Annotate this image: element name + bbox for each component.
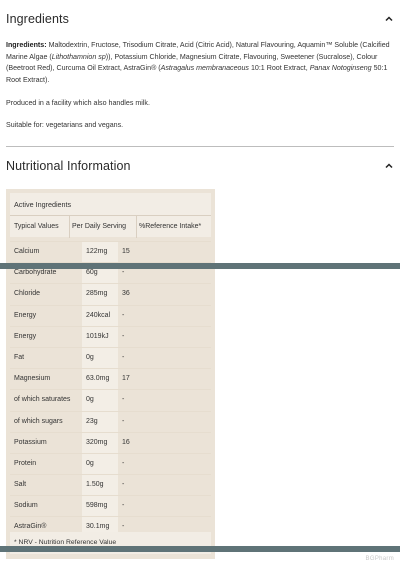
nutrition-table <box>6 189 215 559</box>
ingredients-text-part: 50:1 Root Extract). <box>6 64 388 84</box>
table-row <box>10 241 211 262</box>
overlay-band <box>0 546 400 552</box>
nutrient-name: Sodium <box>14 502 38 510</box>
table-row <box>10 495 211 516</box>
nutrient-amount: 240kcal <box>86 311 111 319</box>
column-headers <box>10 215 211 238</box>
nutrient-name: Magnesium <box>14 375 51 383</box>
ingredients-italic-part: Astragalus membranaceous <box>160 64 249 73</box>
suitable-for-note: Suitable for: vegetarians and vegans. <box>6 121 124 129</box>
nutrient-name: Calcium <box>14 248 40 255</box>
nutrient-amount: 30.1mg <box>86 523 110 531</box>
nutrient-name: of which saturates <box>14 396 71 404</box>
nutrient-amount: 63.0mg <box>86 375 110 383</box>
nutrition-accordion-header[interactable] <box>6 156 394 176</box>
nutrient-reference-intake: 16 <box>122 438 130 446</box>
nutrient-reference-intake: - <box>122 481 125 489</box>
nutrient-amount: 0g <box>86 353 94 361</box>
table-row <box>10 432 211 453</box>
nutrient-amount: 122mg <box>86 248 108 255</box>
nutrient-name: Chloride <box>14 290 41 298</box>
overlay-band <box>0 263 400 269</box>
column-divider <box>136 216 137 238</box>
ingredients-accordion-header[interactable] <box>6 9 394 29</box>
table-row <box>10 411 211 432</box>
nutrient-reference-intake: 17 <box>122 375 130 383</box>
table-row <box>10 368 211 389</box>
nutrient-name: Fat <box>14 353 25 361</box>
nutrient-reference-intake: - <box>122 523 125 531</box>
nutrient-name: Protein <box>14 459 37 467</box>
column-divider <box>69 216 70 238</box>
nutrient-amount: 598mg <box>86 502 108 510</box>
active-ingredients-label: Active Ingredients <box>14 200 72 209</box>
nutrient-amount: 60g <box>86 269 98 277</box>
table-row <box>10 474 211 495</box>
nutrient-reference-intake: - <box>122 459 125 467</box>
table-row <box>10 389 211 410</box>
nutrient-amount: 23g <box>86 417 98 425</box>
nutrient-reference-intake: - <box>122 332 125 340</box>
nutrition-title: Nutritional Information <box>6 159 131 173</box>
nutrient-amount: 0g <box>86 459 94 467</box>
nrv-footnote: * NRV - Nutrition Reference Value <box>14 539 117 546</box>
facility-note: Produced in a facility which also handles milk. <box>6 99 150 107</box>
nutrient-reference-intake: - <box>122 269 125 277</box>
ingredients-text-part: 10:1 Root Extract, <box>248 64 310 73</box>
nutrient-reference-intake: - <box>122 417 125 425</box>
nutrient-reference-intake: - <box>122 353 125 361</box>
ingredients-italic-part: Lithothamnion sp <box>51 52 106 61</box>
nutrient-reference-intake: - <box>122 396 125 404</box>
nutrition-rows <box>10 241 211 538</box>
nutrient-reference-intake: - <box>122 311 125 319</box>
nutrient-name: Salt <box>14 481 27 489</box>
nutrient-name: Energy <box>14 332 37 340</box>
ingredients-label: Ingredients: <box>6 41 47 49</box>
nutrient-amount: 1019kJ <box>86 332 109 340</box>
table-row <box>10 305 211 326</box>
nutrient-amount: 1.50g <box>86 481 104 489</box>
section-divider <box>6 146 394 147</box>
nutrient-name: of which sugars <box>14 417 63 425</box>
table-row <box>10 326 211 347</box>
ingredients-text-part: )), Potassium Chloride, Magnesium Citrate, Flavouring, Sweetener (Sucralose), Colour (Beetroot Red), Curcuma Oil Extract, AstraGin® ( <box>6 52 378 73</box>
nutrient-reference-intake: - <box>122 502 125 510</box>
nutrient-amount: 0g <box>86 396 94 404</box>
header-typical-values: Typical Values <box>14 223 59 230</box>
chevron-up-icon[interactable] <box>384 161 394 171</box>
nutrition-table-header <box>10 193 211 237</box>
header-reference-intake: %Reference Intake* <box>139 223 202 230</box>
nutrient-reference-intake: 36 <box>122 290 130 298</box>
nutrient-name: Energy <box>14 311 37 319</box>
nutrient-name: Potassium <box>14 438 47 446</box>
header-per-daily-serving: Per Daily Serving <box>72 223 127 230</box>
table-row <box>10 347 211 368</box>
nutrient-name: AstraGin® <box>14 523 47 531</box>
nutrient-amount: 320mg <box>86 438 108 446</box>
table-row <box>10 283 211 304</box>
nutrient-reference-intake: 15 <box>122 248 130 255</box>
ingredients-text <box>6 40 394 86</box>
ingredients-title: Ingredients <box>6 12 69 26</box>
chevron-up-icon[interactable] <box>384 14 394 24</box>
nutrient-amount: 285mg <box>86 290 108 298</box>
ingredients-text-part: Maltodextrin, Fructose, Trisodium Citrate, Acid (Citric Acid), Natural Flavouring, Aquamin™ Soluble (Calcified Marine Algae ( <box>6 41 390 61</box>
table-row <box>10 453 211 474</box>
nutrient-name: Carbohydrate <box>14 269 57 277</box>
watermark: BGPharm <box>365 556 394 562</box>
ingredients-italic-part: Panax Notoginseng <box>309 64 372 73</box>
